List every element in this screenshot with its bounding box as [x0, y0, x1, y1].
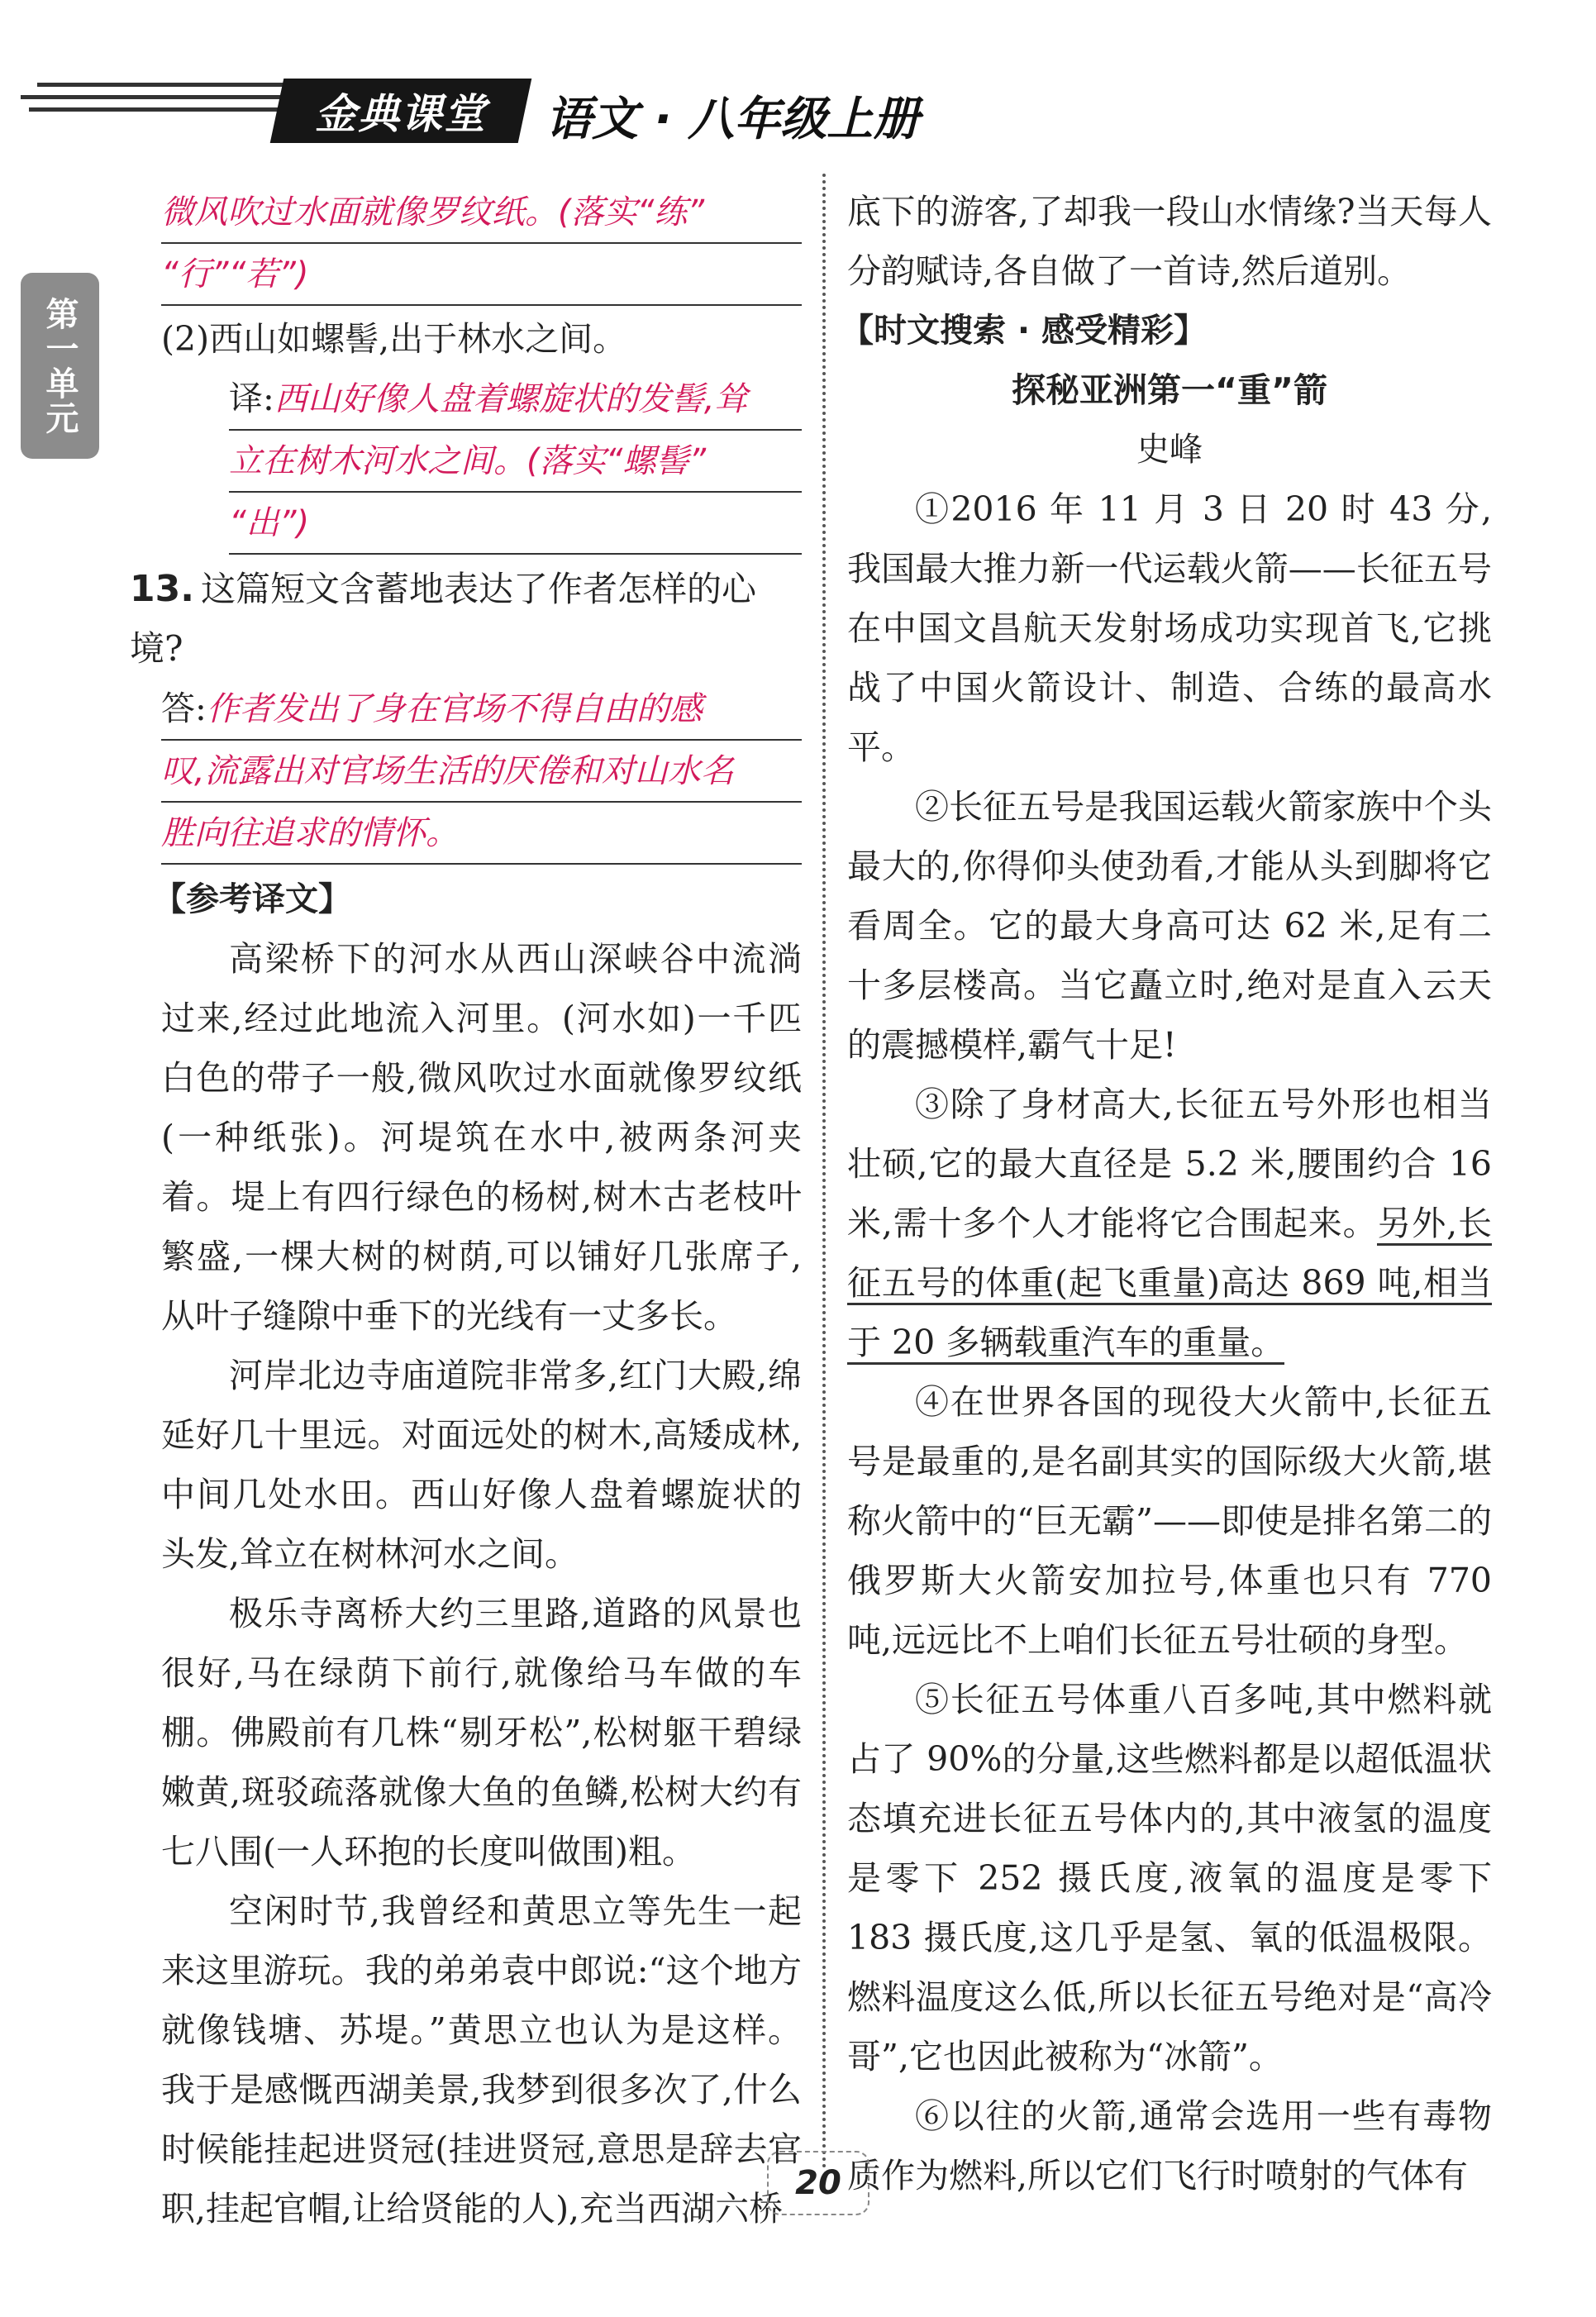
header-decoration-lines — [21, 83, 293, 132]
q12-2-answer — [161, 369, 802, 555]
article-paragraph-6: ⑥以往的火箭,通常会选用一些有毒物质作为燃料,所以它们飞行时喷射的气体有 — [847, 2096, 1492, 2195]
translation-paragraph: 极乐寺离桥大约三里路,道路的风景也很好,马在绿荫下前行,就像给马车做的车棚。佛殿前有几株“剔牙松”,松树躯干碧绿嫩黄,斑驳疏落就像大鱼的鱼鳞,松树大约有七八围(一人环抱的长度叫做围)粗。 — [161, 1594, 802, 1871]
answer-line: “出”) — [229, 493, 802, 555]
brand-text: 金典课堂 — [315, 90, 487, 138]
answer-line: 胜向往追求的情怀。 — [161, 803, 802, 865]
underlined-sentence: 另外,长征五号的体重(起飞重量)高达 869 吨,相当于 20 多辆载重汽车的重量。 — [847, 1204, 1492, 1365]
left-column — [130, 182, 802, 2238]
answer-line: “行”“若”) — [161, 244, 802, 306]
translation-paragraph: 高梁桥下的河水从西山深峡谷中流淌过来,经过此地流入河里。(河水如)一千匹白色的带子一般,微风吹过水面就像罗纹纸(一种纸张)。河堤筑在水中,被两条河夹着。堤上有四行绿色的杨树,树木古老枝叶繁盛,一棵大树的树荫,可以铺好几张席子,从叶子缝隙中垂下的光线有一丈多长。 — [161, 939, 802, 1336]
article-paragraph-4: ④在世界各国的现役大火箭中,长征五号是最重的,是名副其实的国际级大火箭,堪称火箭中的“巨无霸”——即使是排名第二的俄罗斯大火箭安加拉号,体重也只有 770 吨,远远比不上咱们长征五号壮硕的身型。 — [847, 1382, 1492, 1660]
question-text: 这篇短文含蓄地表达了作者怎样的心境? — [130, 569, 756, 669]
book-subject-title: 语文 · 八年级上册 — [545, 93, 920, 146]
answer-line: 微风吹过水面就像罗纹纸。(落实“练” — [161, 182, 802, 244]
reference-translation-heading: 【参考译文】 — [153, 880, 351, 918]
answer-label: 答: — [161, 689, 207, 728]
q12-2-sentence: (2)西山如螺髻,出于林水之间。 — [161, 319, 627, 359]
q13-answer — [161, 679, 802, 865]
answer-line: 答:作者发出了身在官场不得自由的感 — [161, 679, 802, 741]
translation-continued: 底下的游客,了却我一段山水情缘?当天每人分韵赋诗,各自做了一首诗,然后道别。 — [847, 192, 1492, 291]
article-author: 史峰 — [1136, 431, 1203, 469]
question-number: 13. — [130, 568, 194, 610]
question-13 — [130, 560, 802, 679]
translation-label: 译: — [229, 379, 274, 418]
article-title: 探秘亚洲第一“重”箭 — [1012, 370, 1327, 410]
article-paragraph-1: ①2016 年 11 月 3 日 20 时 43 分,我国最大推力新一代运载火箭——长征五号在中国文昌航天发射场成功实现首飞,它挑战了中国火箭设计、制造、合练的最高水平。 — [847, 489, 1492, 767]
article-paragraph-3: ③除了身材高大,长征五号外形也相当壮硕,它的最大直径是 5.2 米,腰围约合 16 米,需十多个人才能将它合围起来。另外,长征五号的体重(起飞重量)高达 869 吨,相当于 20 多辆载重汽车的重量。 — [847, 1075, 1492, 1372]
answer-line: 立在树木河水之间。(落实“螺髻” — [229, 431, 802, 493]
right-column — [841, 182, 1492, 2205]
answer-line: 译:西山好像人盘着螺旋状的发髻,耸 — [229, 369, 802, 431]
answer-line: 叹,流露出对官场生活的厌倦和对山水名 — [161, 741, 802, 803]
translation-paragraph: 河岸北边寺庙道院非常多,红门大殿,绵延好几十里远。对面远处的树木,高矮成林,中间几处水田。西山好像人盘着螺旋状的头发,耸立在树林河水之间。 — [161, 1356, 802, 1574]
unit-tab: 第一单元 — [21, 273, 99, 459]
column-divider — [822, 174, 826, 2170]
reading-section-heading: 【时文搜索 · 感受精彩】 — [841, 312, 1208, 350]
article-paragraph-5: ⑤长征五号体重八百多吨,其中燃料就占了 90%的分量,这些燃料都是以超低温状态填充进长征五号体内的,其中液氢的温度是零下 252 摄氏度,液氧的温度是零下 183 摄氏度,这几乎是氢、氧的低温极限。燃料温度这么低,所以长征五号绝对是“高冷哥”,它也因此被称为“冰箭”。 — [847, 1680, 1492, 2076]
brand-logo — [270, 79, 532, 143]
page-number: 20 — [767, 2151, 869, 2215]
q12-1-answer-continued — [161, 182, 802, 306]
translation-paragraph: 空闲时节,我曾经和黄思立等先生一起来这里游玩。我的弟弟袁中郎说:“这个地方就像钱塘、苏堤。”黄思立也认为是这样。我于是感慨西湖美景,我梦到很多次了,什么时候能挂起进贤冠(挂进贤冠,意思是辞去官职,挂起官帽,让给贤能的人),充当西湖六桥 — [161, 1891, 802, 2229]
article-paragraph-2: ②长征五号是我国运载火箭家族中个头最大的,你得仰头使劲看,才能从头到脚将它看周全。它的最大身高可达 62 米,足有二十多层楼高。当它矗立时,绝对是直入云天的震撼模样,霸气十足! — [847, 787, 1492, 1065]
